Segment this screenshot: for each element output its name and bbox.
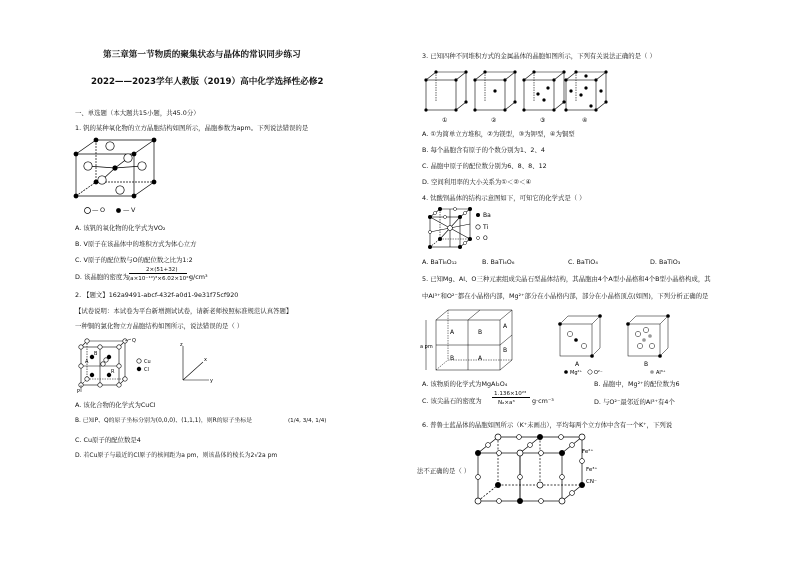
q2-option-d[interactable]: D. 若Cu原子与最近的Cl原子的核间距为a pm，则该晶体的棱长为2√2a pm bbox=[75, 452, 278, 459]
q3-option-d[interactable]: D. 空间利用率的大小关系为①＜②＜④ bbox=[422, 178, 532, 186]
q3-option-c[interactable]: C. 晶胞中原子的配位数分别为6、8、8、12 bbox=[422, 162, 547, 170]
q2-option-b-coord: (1/4, 3/4, 1/4) bbox=[288, 418, 327, 424]
q5-option-c[interactable] bbox=[422, 390, 592, 408]
q5-legend-mg: Mg²⁺ bbox=[570, 370, 583, 376]
q3-stem: 3. 已知四种不同堆积方式的金属晶体的晶胞如图所示，下列有关说法正确的是（ ） bbox=[422, 52, 656, 60]
q1-option-d-text: D. 该晶胞的密度为 bbox=[75, 273, 129, 281]
q5-option-b[interactable]: B. 晶胞中，Mg²⁺的配位数为6 bbox=[594, 380, 680, 388]
q4-option-b[interactable]: B. BaTi₄O₆ bbox=[482, 258, 515, 266]
q3-option-b[interactable]: B. 每个晶胞含有原子的个数分别为1、2、4 bbox=[422, 146, 545, 154]
q5-fig-label-a: A bbox=[575, 361, 580, 368]
q6-legend-fe2: Fe²⁺ bbox=[582, 449, 594, 455]
q2-stem: 一种铜的氯化物立方晶胞结构如图所示，说法错误的是（ ） bbox=[75, 322, 244, 330]
q4-option-c[interactable]: C. BaTiO₄ bbox=[568, 258, 598, 266]
page-title: 第三章第一节物质的聚集状态与晶体的常识同步练习 bbox=[103, 50, 301, 60]
q2-label-q: Q bbox=[132, 338, 136, 344]
q2-tag: 2. 【题文】162a9491-abcf-432f-a0d1-9e31f75cf920 bbox=[75, 291, 239, 299]
q2-axis-y: y bbox=[210, 378, 213, 384]
q5-option-d[interactable]: D. 与O²⁻最邻近的Al³⁺有4个 bbox=[594, 398, 675, 406]
legend-o: O bbox=[100, 206, 106, 214]
q5-cell-label: B bbox=[478, 329, 483, 336]
q3-option-a[interactable]: A. ①为简单立方堆积，②为镁型，③为钾型，④为铜型 bbox=[422, 130, 575, 138]
q2-label-b: B bbox=[94, 351, 98, 357]
q5-density-numerator: 1.136×10²³ bbox=[494, 391, 527, 397]
page-subtitle: 2022——2023学年人教版（2019）高中化学选择性必修2 bbox=[91, 77, 324, 87]
q2-axis-z: z bbox=[180, 342, 183, 348]
q5-fig-label-b: B bbox=[644, 361, 649, 368]
q2-option-a[interactable]: A. 该化合物的化学式为CuCl bbox=[75, 401, 156, 409]
q6-stem: 6. 普鲁士蓝晶体的晶胞如图所示（K⁺未画出），平均每两个立方体中含有一个K⁺，下列说 bbox=[422, 421, 673, 429]
q4-stem: 4. 钛酸钡晶体的结构示意图如下，可知它的化学式是（ ） bbox=[422, 194, 586, 202]
q5-spinel-figure bbox=[420, 306, 730, 374]
q4-legend-ti: Ti bbox=[483, 224, 489, 231]
q3-label-1: ① bbox=[442, 117, 448, 124]
q2-crystal-figure bbox=[75, 338, 215, 394]
q2-option-b-text: B. 已知P、Q的原子坐标分别为(0,0,0)、(1,1,1)，则R的原子坐标是 bbox=[75, 418, 253, 424]
q4-legend-ba: Ba bbox=[483, 212, 491, 219]
q5-legend-o: O²⁻ bbox=[594, 370, 603, 376]
q1-density-unit: g/cm³ bbox=[189, 273, 208, 281]
q4-crystal-figure bbox=[428, 205, 508, 253]
q4-option-d[interactable]: D. BaTiO₃ bbox=[650, 258, 681, 266]
q2-legend-cl: Cl bbox=[144, 367, 149, 373]
q2-label-a: A bbox=[85, 359, 89, 365]
q2-axis-x: x bbox=[204, 357, 207, 363]
q5-density-denominator: Nₐ×a³ bbox=[498, 400, 515, 406]
q2-option-c[interactable]: C. Cu原子的配位数是4 bbox=[75, 436, 141, 444]
q1-density-denominator: (a×10⁻¹⁰)³×6.02×10²³ bbox=[128, 276, 191, 282]
q5-option-a[interactable]: A. 该物质的化学式为MgAl₂O₄ bbox=[422, 380, 508, 388]
q5-dim-label: a pm bbox=[420, 344, 433, 350]
q4-option-a[interactable]: A. BaTi₈O₁₂ bbox=[422, 258, 457, 266]
legend-v: V bbox=[131, 206, 136, 214]
q6-legend-fe3: Fe³⁺ bbox=[586, 467, 598, 473]
q1-stem: 1. 钒的某种氧化物的立方晶胞结构如图所示，晶胞参数为apm。下列说法错误的是 bbox=[75, 124, 309, 132]
q2-legend-cu: Cu bbox=[144, 359, 151, 365]
q1-option-d[interactable] bbox=[75, 266, 235, 284]
q1-crystal-figure bbox=[74, 136, 160, 216]
q2-label-r: R bbox=[111, 369, 115, 375]
q3-cells-figure bbox=[420, 64, 610, 126]
q3-label-3: ③ bbox=[540, 117, 546, 124]
q5-cell-label: B bbox=[450, 355, 455, 362]
q5-cell-label: A bbox=[450, 329, 455, 336]
q5-stem-line1: 5. 已知Mg、Al、O三种元素组成尖晶石型晶体结构，其晶胞由4个A型小晶格和4个B型小晶格构成，其 bbox=[422, 275, 711, 283]
q1-option-c[interactable]: C. V原子的配位数与O的配位数之比为1:2 bbox=[75, 256, 193, 264]
q5-option-c-text: C. 该尖晶石的密度为 bbox=[422, 397, 482, 405]
q1-density-numerator: 2×(51+32) bbox=[146, 267, 178, 273]
q3-label-4: ④ bbox=[582, 117, 588, 124]
q6-stem-cont: 法不正确的是（ ） bbox=[417, 467, 471, 475]
q5-stem-line2: 中Al³⁺和O²⁻都在小晶格内部，Mg²⁺部分在小晶格内部，部分在小晶格顶点(如图)，下列分析正确的是 bbox=[422, 292, 709, 300]
q1-option-a[interactable]: A. 该钒的氧化物的化学式为VO₂ bbox=[75, 224, 166, 232]
q6-legend-cn: CN⁻ bbox=[586, 479, 597, 485]
q2-note: 【试卷说明：本试卷为平台新增测试试卷，请新老师按照标准规范认真答题】 bbox=[75, 307, 293, 315]
q2-option-b[interactable] bbox=[75, 412, 327, 428]
q3-label-2: ② bbox=[491, 117, 497, 124]
q1-option-b[interactable]: B. V原子在该晶体中的堆积方式为体心立方 bbox=[75, 240, 197, 248]
section-heading: 一、单选题（本大题共15小题，共45.0分） bbox=[75, 109, 200, 117]
q5-cell-label: B bbox=[503, 347, 508, 354]
q5-density-unit: g·cm⁻³ bbox=[532, 397, 554, 405]
q5-legend-al: Al³⁺ bbox=[656, 370, 666, 376]
q5-cell-label: A bbox=[478, 355, 483, 362]
q5-cell-label: A bbox=[503, 323, 508, 330]
q6-crystal-figure bbox=[470, 431, 600, 509]
q2-label-p: P bbox=[77, 389, 81, 395]
q4-legend-o: O bbox=[483, 235, 488, 242]
